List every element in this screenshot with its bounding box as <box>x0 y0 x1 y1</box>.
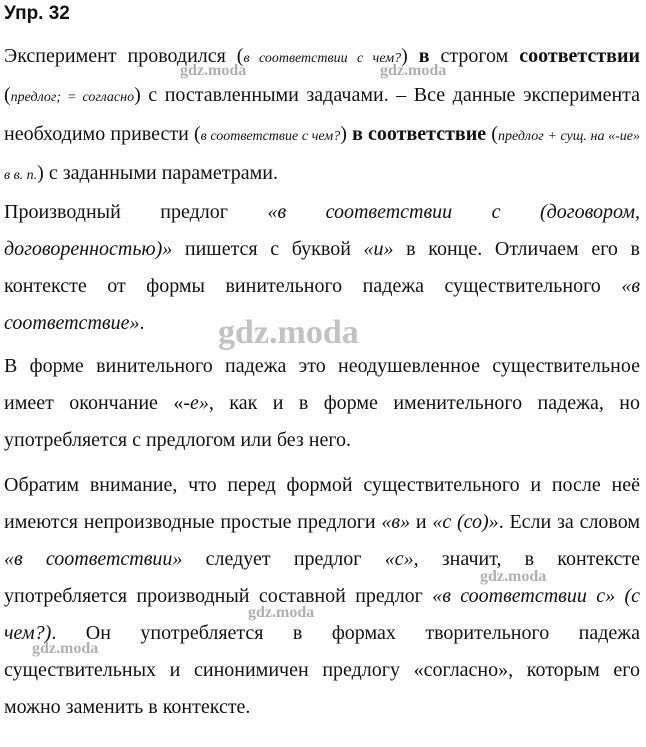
italic-phrase: «и» <box>363 238 394 260</box>
text: Эксперимент проводился ( <box>4 45 244 67</box>
watermark: gdz.moda <box>380 62 447 79</box>
paragraph-2 <box>4 194 640 342</box>
paragraph-1 <box>4 38 640 194</box>
text: ( <box>486 123 498 145</box>
text: В форме винительного падежа это неодушевленное существительное имеет окончание « <box>4 355 640 414</box>
italic-phrase: «с» <box>384 548 414 570</box>
italic-phrase: -е» <box>183 392 209 414</box>
watermark: gdz.moda <box>180 62 247 79</box>
bold-word: в соответствие <box>352 123 487 145</box>
italic-phrase: «в соответствии» <box>4 548 183 570</box>
text: ( <box>4 84 11 106</box>
text: ) с поставленными задачами. – Все данные эксперимента необходимо привести ( <box>4 84 641 145</box>
text: и <box>410 511 433 533</box>
question-note: в соответствие с чем? <box>200 129 341 144</box>
watermark: gdz.moda <box>32 640 99 657</box>
italic-phrase: «в» <box>381 511 411 533</box>
question-note: в соответствии с чем? <box>243 51 402 66</box>
italic-phrase: «с (со)» <box>432 511 499 533</box>
text: Производный предлог <box>4 201 268 223</box>
text: пишется с буквой <box>172 238 364 260</box>
text: . Он употребляется в формах творительного падежа существительных и синонимичен предлогу «согласно», которым его можно заменить в контексте. <box>4 622 640 718</box>
text: ) <box>340 123 353 145</box>
text: ) с заданными параметрами. <box>37 162 278 184</box>
italic-phrase: «в соответствии с (договором, договоренностью)» <box>4 201 640 260</box>
text: , как и в форме именительного падежа, но употребляется с предлогом или без него. <box>4 392 640 451</box>
bold-word: соответствии <box>519 45 640 67</box>
text: . <box>139 312 145 334</box>
text: в конце. Отличаем его в контексте от формы винительного падежа существительного <box>4 238 640 297</box>
watermark: gdz.moda <box>480 568 547 585</box>
grammar-note: предлог; = согласно <box>10 90 135 105</box>
paragraph-3 <box>4 348 640 459</box>
text: , значит, в контексте употребляется производный составной предлог <box>4 548 640 607</box>
exercise-title: Упр. 32 <box>4 3 70 24</box>
italic-phrase: «в соответствии с» (с чем?) <box>4 585 640 644</box>
text: строгом <box>429 45 520 67</box>
grammar-note: предлог + сущ. на «-ие» в в. п. <box>4 129 641 183</box>
text: следует предлог <box>182 548 385 570</box>
text: ) <box>401 45 419 67</box>
text: Обратим внимание, что перед формой существительного и после неё имеются непроизводные простые предлоги <box>4 474 640 533</box>
watermark: gdz.moda <box>218 314 359 351</box>
italic-phrase: «в соответствие» <box>4 275 640 334</box>
text: . Если за словом <box>498 511 641 533</box>
bold-word: в <box>418 45 430 67</box>
watermark: gdz.moda <box>248 604 315 621</box>
paragraph-4 <box>4 467 640 726</box>
